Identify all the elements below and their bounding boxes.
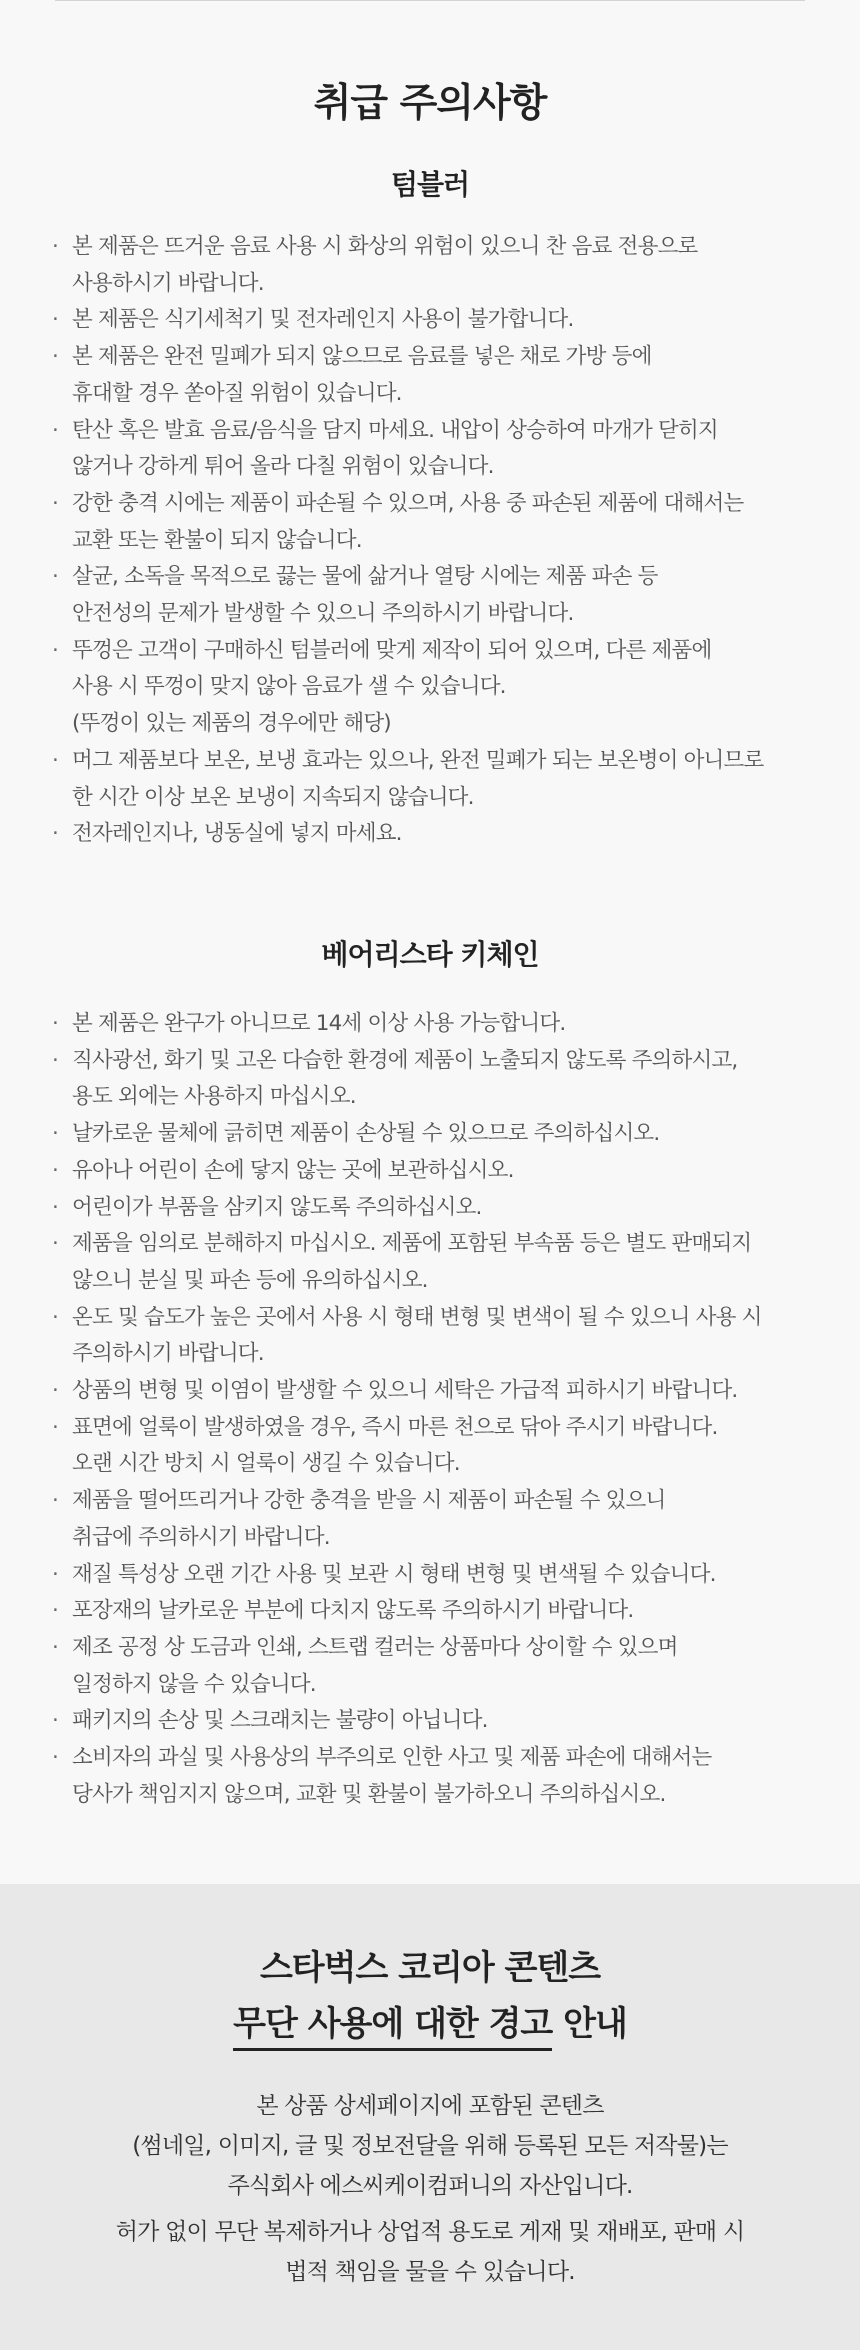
keychain-caution-list xyxy=(52,1006,812,1813)
list-item-text: 어린이가 부품을 삼키지 않도록 주의하십시오. xyxy=(72,1194,482,1220)
list-item xyxy=(52,1226,812,1299)
list-item xyxy=(52,559,812,632)
bullet-icon: · xyxy=(52,307,59,333)
list-item-text: 날카로운 물체에 긁히면 제품이 손상될 수 있으므로 주의하십시오. xyxy=(72,1121,660,1147)
bullet-icon: · xyxy=(52,1708,59,1734)
top-divider xyxy=(55,0,805,1)
list-item xyxy=(52,229,812,302)
copyright-notice-section xyxy=(0,1884,860,2350)
bullet-icon: · xyxy=(52,1634,59,1660)
notice-paragraph-1: 본 상품 상세페이지에 포함된 콘텐츠 (썸네일, 이미지, 글 및 정보전달을 위해 등록된 모든 저작물)는 주식회사 에스씨케이컴퍼니의 자산입니다. xyxy=(132,2093,728,2199)
list-item-text: 유아나 어린이 손에 닿지 않는 곳에 보관하십시오. xyxy=(72,1157,514,1183)
list-item-text: 본 제품은 뜨거운 음료 사용 시 화상의 위험이 있으니 찬 음료 전용으로 사용하시기 바랍니다. xyxy=(72,234,698,296)
bullet-icon: · xyxy=(52,637,59,663)
list-item xyxy=(52,1190,812,1227)
bullet-icon: · xyxy=(52,1414,59,1440)
list-item xyxy=(52,743,812,816)
notice-paragraph-2: 허가 없이 무단 복제하거나 상업적 용도로 게재 및 재배포, 판매 시 법적 책임을 물을 수 있습니다. xyxy=(115,2219,745,2285)
bullet-icon: · xyxy=(52,1231,59,1257)
bullet-icon: · xyxy=(52,344,59,370)
bullet-icon: · xyxy=(52,1194,59,1220)
list-item-text: 패키지의 손상 및 스크래치는 불량이 아닙니다. xyxy=(72,1708,488,1734)
bullet-icon: · xyxy=(52,1378,59,1404)
list-item-text: 제조 공정 상 도금과 인쇄, 스트랩 컬러는 상품마다 상이할 수 있으며 일정하지 않을 수 있습니다. xyxy=(72,1634,678,1697)
list-item-text: 제품을 임의로 분해하지 마십시오. 제품에 포함된 부속품 등은 별도 판매되지 않으니 분실 및 파손 등에 유의하십시오. xyxy=(72,1231,752,1293)
bullet-icon: · xyxy=(52,564,59,590)
bullet-icon: · xyxy=(52,1488,59,1514)
list-item xyxy=(52,1410,812,1483)
list-item-text: 상품의 변형 및 이염이 발생할 수 있으니 세탁은 가급적 피하시기 바랍니다. xyxy=(72,1378,738,1404)
list-item-text: 본 제품은 완구가 아니므로 14세 이상 사용 가능합니다. xyxy=(72,1011,566,1036)
list-item-text: 강한 충격 시에는 제품이 파손될 수 있으며, 사용 중 파손된 제품에 대해서는 교환 또는 환불이 되지 않습니다. xyxy=(72,490,744,553)
list-item xyxy=(52,1593,812,1630)
notice-title-line1: 스타벅스 코리아 콘텐츠 xyxy=(259,1948,601,1988)
tumbler-caution-list xyxy=(52,229,812,853)
list-item xyxy=(52,816,812,853)
list-item-text: 전자레인지나, 냉동실에 넣지 마세요. xyxy=(72,821,402,847)
notice-title-underlined: 무단 사용에 대한 경고 xyxy=(233,2004,552,2051)
bullet-icon: · xyxy=(52,1047,59,1073)
list-item-text: 표면에 얼룩이 발생하였을 경우, 즉시 마른 천으로 닦아 주시기 바랍니다. 오랜 시간 방치 시 얼룩이 생길 수 있습니다. xyxy=(72,1414,718,1477)
list-item-text: 뚜껑은 고객이 구매하신 텀블러에 맞게 제작이 되어 있으며, 다른 제품에 사용 시 뚜껑이 맞지 않아 음료가 샐 수 있습니다. (뚜껑이 있는 제품의 경우에만 해당) xyxy=(72,637,712,737)
bullet-icon: · xyxy=(52,417,59,443)
bullet-icon: · xyxy=(52,490,59,516)
list-item-text: 머그 제품보다 보온, 보냉 효과는 있으나, 완전 밀폐가 되는 보온병이 아니므로 한 시간 이상 보온 보냉이 지속되지 않습니다. xyxy=(72,747,764,810)
list-item xyxy=(52,1373,812,1410)
tumbler-section-title: 텀블러 xyxy=(390,168,470,201)
bullet-icon: · xyxy=(52,1304,59,1330)
list-item-text: 온도 및 습도가 높은 곳에서 사용 시 형태 변형 및 변색이 될 수 있으니 사용 시 주의하시기 바랍니다. xyxy=(72,1304,762,1367)
list-item-text: 살균, 소독을 목적으로 끓는 물에 삶거나 열탕 시에는 제품 파손 등 안전성의 문제가 발생할 수 있으니 주의하시기 바랍니다. xyxy=(72,564,658,627)
bullet-icon: · xyxy=(52,1561,59,1587)
list-item xyxy=(52,1703,812,1740)
bullet-icon: · xyxy=(52,1011,59,1036)
bullet-icon: · xyxy=(52,1121,59,1147)
list-item xyxy=(52,1116,812,1153)
list-item xyxy=(52,1153,812,1190)
list-item-text: 본 제품은 완전 밀폐가 되지 않으므로 음료를 넣은 채로 가방 등에 휴대할 경우 쏟아질 위험이 있습니다. xyxy=(72,344,652,406)
list-item xyxy=(52,633,812,743)
bullet-icon: · xyxy=(52,1598,59,1624)
list-item-text: 탄산 혹은 발효 음료/음식을 담지 마세요. 내압이 상승하여 마개가 닫히지 않거나 강하게 튀어 올라 다칠 위험이 있습니다. xyxy=(72,417,718,480)
bullet-icon: · xyxy=(52,1157,59,1183)
list-item xyxy=(52,302,812,339)
notice-title-line2 xyxy=(0,1996,860,2045)
bullet-icon: · xyxy=(52,821,59,847)
list-item xyxy=(52,1630,812,1703)
list-item-text: 직사광선, 화기 및 고온 다습한 환경에 제품이 노출되지 않도록 주의하시고, 용도 외에는 사용하지 마십시오. xyxy=(72,1047,738,1110)
keychain-section-title: 베어리스타 키체인 xyxy=(321,938,539,971)
list-item xyxy=(52,1043,812,1116)
list-item-text: 제품을 떨어뜨리거나 강한 충격을 받을 시 제품이 파손될 수 있으니 취급에 주의하시기 바랍니다. xyxy=(72,1488,666,1550)
bullet-icon: · xyxy=(52,1745,59,1771)
list-item-text: 소비자의 과실 및 사용상의 부주의로 인한 사고 및 제품 파손에 대해서는 당사가 책임지지 않으며, 교환 및 환불이 불가하오니 주의하십시오. xyxy=(72,1745,712,1807)
list-item-text: 포장재의 날카로운 부분에 다치지 않도록 주의하시기 바랍니다. xyxy=(72,1598,634,1624)
list-item xyxy=(52,486,812,559)
list-item xyxy=(52,413,812,486)
list-item xyxy=(52,1483,812,1556)
bullet-icon: · xyxy=(52,234,59,259)
list-item-text: 재질 특성상 오랜 기간 사용 및 보관 시 형태 변형 및 변색될 수 있습니다. xyxy=(72,1561,716,1587)
list-item-text: 본 제품은 식기세척기 및 전자레인지 사용이 불가합니다. xyxy=(72,307,574,333)
list-item xyxy=(52,1740,812,1813)
bullet-icon: · xyxy=(52,747,59,773)
notice-title-rest: 안내 xyxy=(552,2004,627,2044)
list-item xyxy=(52,1557,812,1594)
page-title: 취급 주의사항 xyxy=(313,81,547,126)
list-item xyxy=(52,339,812,412)
list-item xyxy=(52,1006,812,1043)
list-item xyxy=(52,1300,812,1373)
